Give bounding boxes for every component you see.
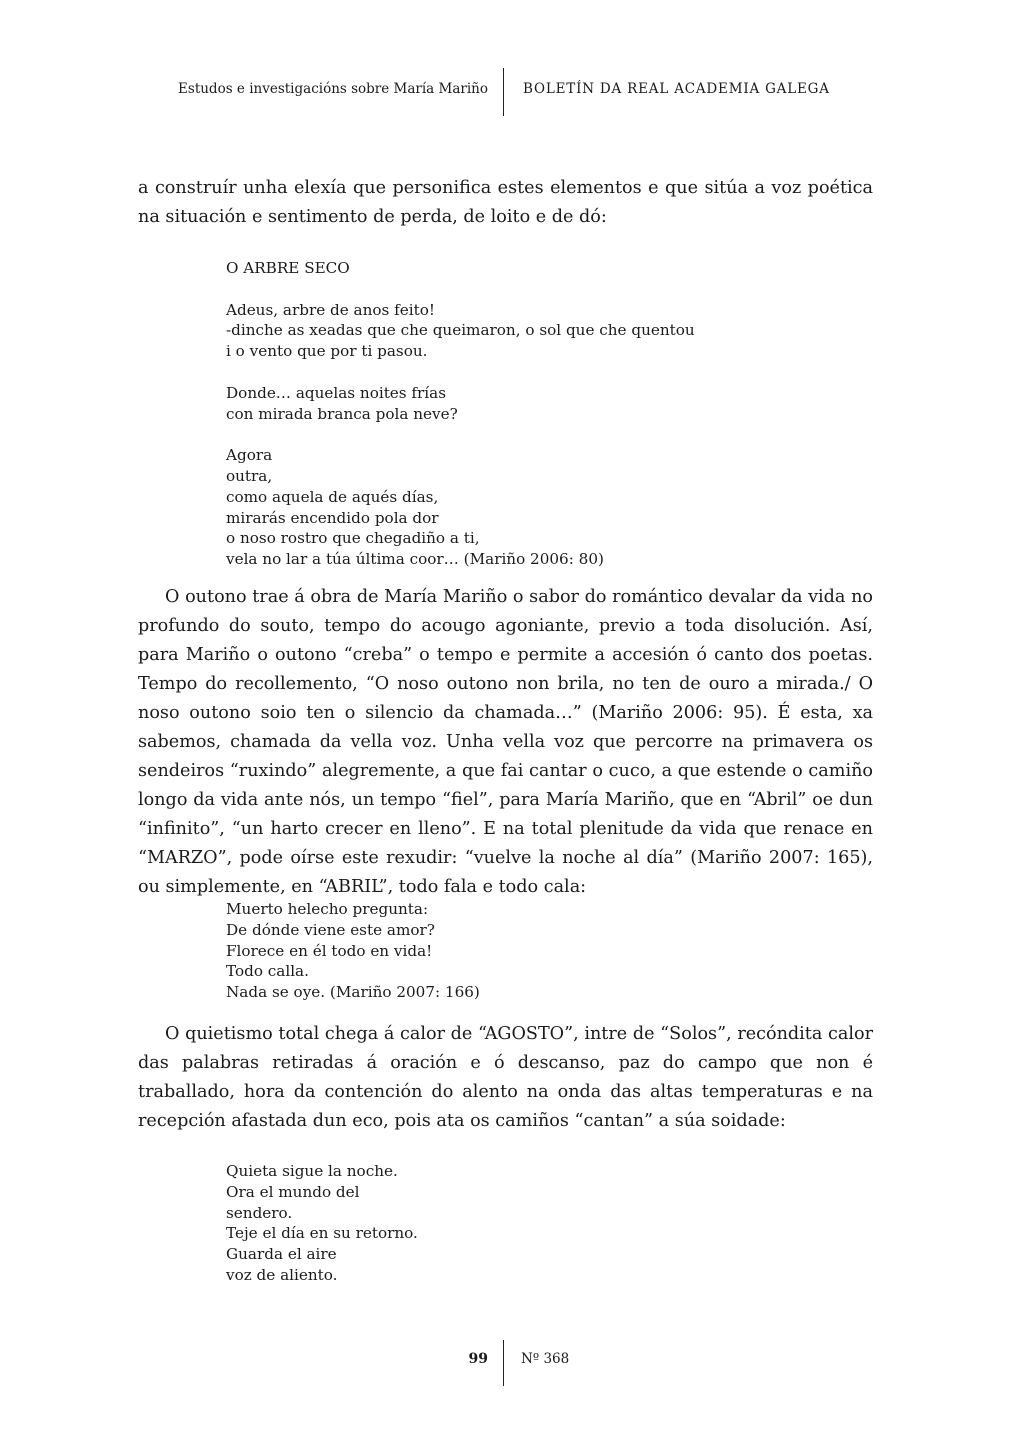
poem-title: O ARBRE SECO — [226, 259, 350, 277]
poem-line: outra, — [226, 466, 273, 485]
poem-line: Agora — [226, 446, 273, 465]
poem-line: Teje el día en su retorno. — [226, 1224, 418, 1243]
issue-number: Nº 368 — [521, 1351, 570, 1367]
page-number: 99 — [468, 1351, 488, 1367]
poem-line: Guarda el aire — [226, 1245, 337, 1264]
poem-line: voz de aliento. — [226, 1265, 338, 1284]
poem-line: i o vento que por ti pasou. — [226, 342, 428, 361]
poem-line: Ora el mundo del — [226, 1182, 360, 1201]
poem-line: como aquela de aqués días, — [226, 487, 439, 506]
poem-line: Adeus, arbre de anos feito! — [226, 300, 435, 319]
poem-line: Nada se oye. (Mariño 2007: 166) — [226, 983, 480, 1002]
autumn-paragraph-block — [138, 583, 873, 902]
poem-line: De dónde viene este amor? — [226, 920, 435, 939]
poem-arbre-seco — [226, 258, 695, 570]
agosto-paragraph-block — [138, 1020, 873, 1136]
page-footer — [0, 1340, 1010, 1386]
body-paragraph: O quietismo total chega á calor de “AGOSTO”, intre de “Solos”, recóndita calor das palabras retiradas á oración e ó descanso, paz do campo que non é traballado, hora da contención do alento na onda das altas temperaturas e na recepción afastada dun eco, pois ata os camiños “cantan” a súa soidade: — [138, 1024, 873, 1131]
poem-line: vela no lar a túa última coor… (Mariño 2006: 80) — [226, 550, 604, 569]
poem-agosto — [226, 1161, 418, 1286]
poem-line: Florece en él todo en vida! — [226, 941, 433, 960]
poem-line: Muerto helecho pregunta: — [226, 900, 429, 918]
poem-line: con mirada branca pola neve? — [226, 404, 458, 423]
running-header — [0, 68, 1010, 116]
body-paragraph: O outono trae á obra de María Mariño o sabor do romántico devalar da vida no profundo do souto, tempo do acougo agoniante, previo a toda disolución. Así, para Mariño o outono “creba” o tempo e permite a accesión ó canto dos poetas. Tempo do recollemento, “O noso outono non brila, no ten de ouro a mirada./ O noso outono soio ten o silencio da chamada…” (Mariño 2006: 95). É esta, xa sabemos, chamada da vella voz. Unha vella voz que percorre na primavera os sendeiros “ruxindo” alegremente, a que fai cantar o cuco, a que estende o camiño longo da vida ante nós, un tempo “fiel”, para María Mariño, que en “Abril” oe dun “infinito”, “un harto crecer en lleno”. E na total plenitude da vida que renace en “MARZO”, pode oírse este rexudir: “vuelve la noche al día” (Mariño 2007: 165), ou simplemente, en “ABRIL”, todo fala e todo cala: — [138, 587, 873, 897]
header-divider — [503, 68, 504, 116]
header-journal-title: BOLETÍN DA REAL ACADEMIA GALEGA — [523, 81, 830, 97]
footer-divider — [503, 1340, 504, 1386]
poem-line: Todo calla. — [226, 962, 309, 981]
poem-line: mirarás encendido pola dor — [226, 508, 439, 527]
header-section-title: Estudos e investigacións sobre María Mariño — [178, 81, 488, 97]
intro-paragraph: a construír unha elexía que personifica estes elementos e que sitúa a voz poética na situación e sentimento de perda, de loito e de dó: — [138, 178, 873, 227]
poem-line: -dinche as xeadas que che queimaron, o sol que che quentou — [226, 321, 695, 340]
poem-line: Quieta sigue la noche. — [226, 1162, 398, 1180]
intro-paragraph-block — [138, 174, 873, 232]
poem-line: o noso rostro que chegadiño a ti, — [226, 529, 480, 548]
poem-line: Donde… aquelas noites frías — [226, 383, 446, 402]
poem-line: sendero. — [226, 1203, 293, 1222]
poem-abril — [226, 899, 480, 1003]
